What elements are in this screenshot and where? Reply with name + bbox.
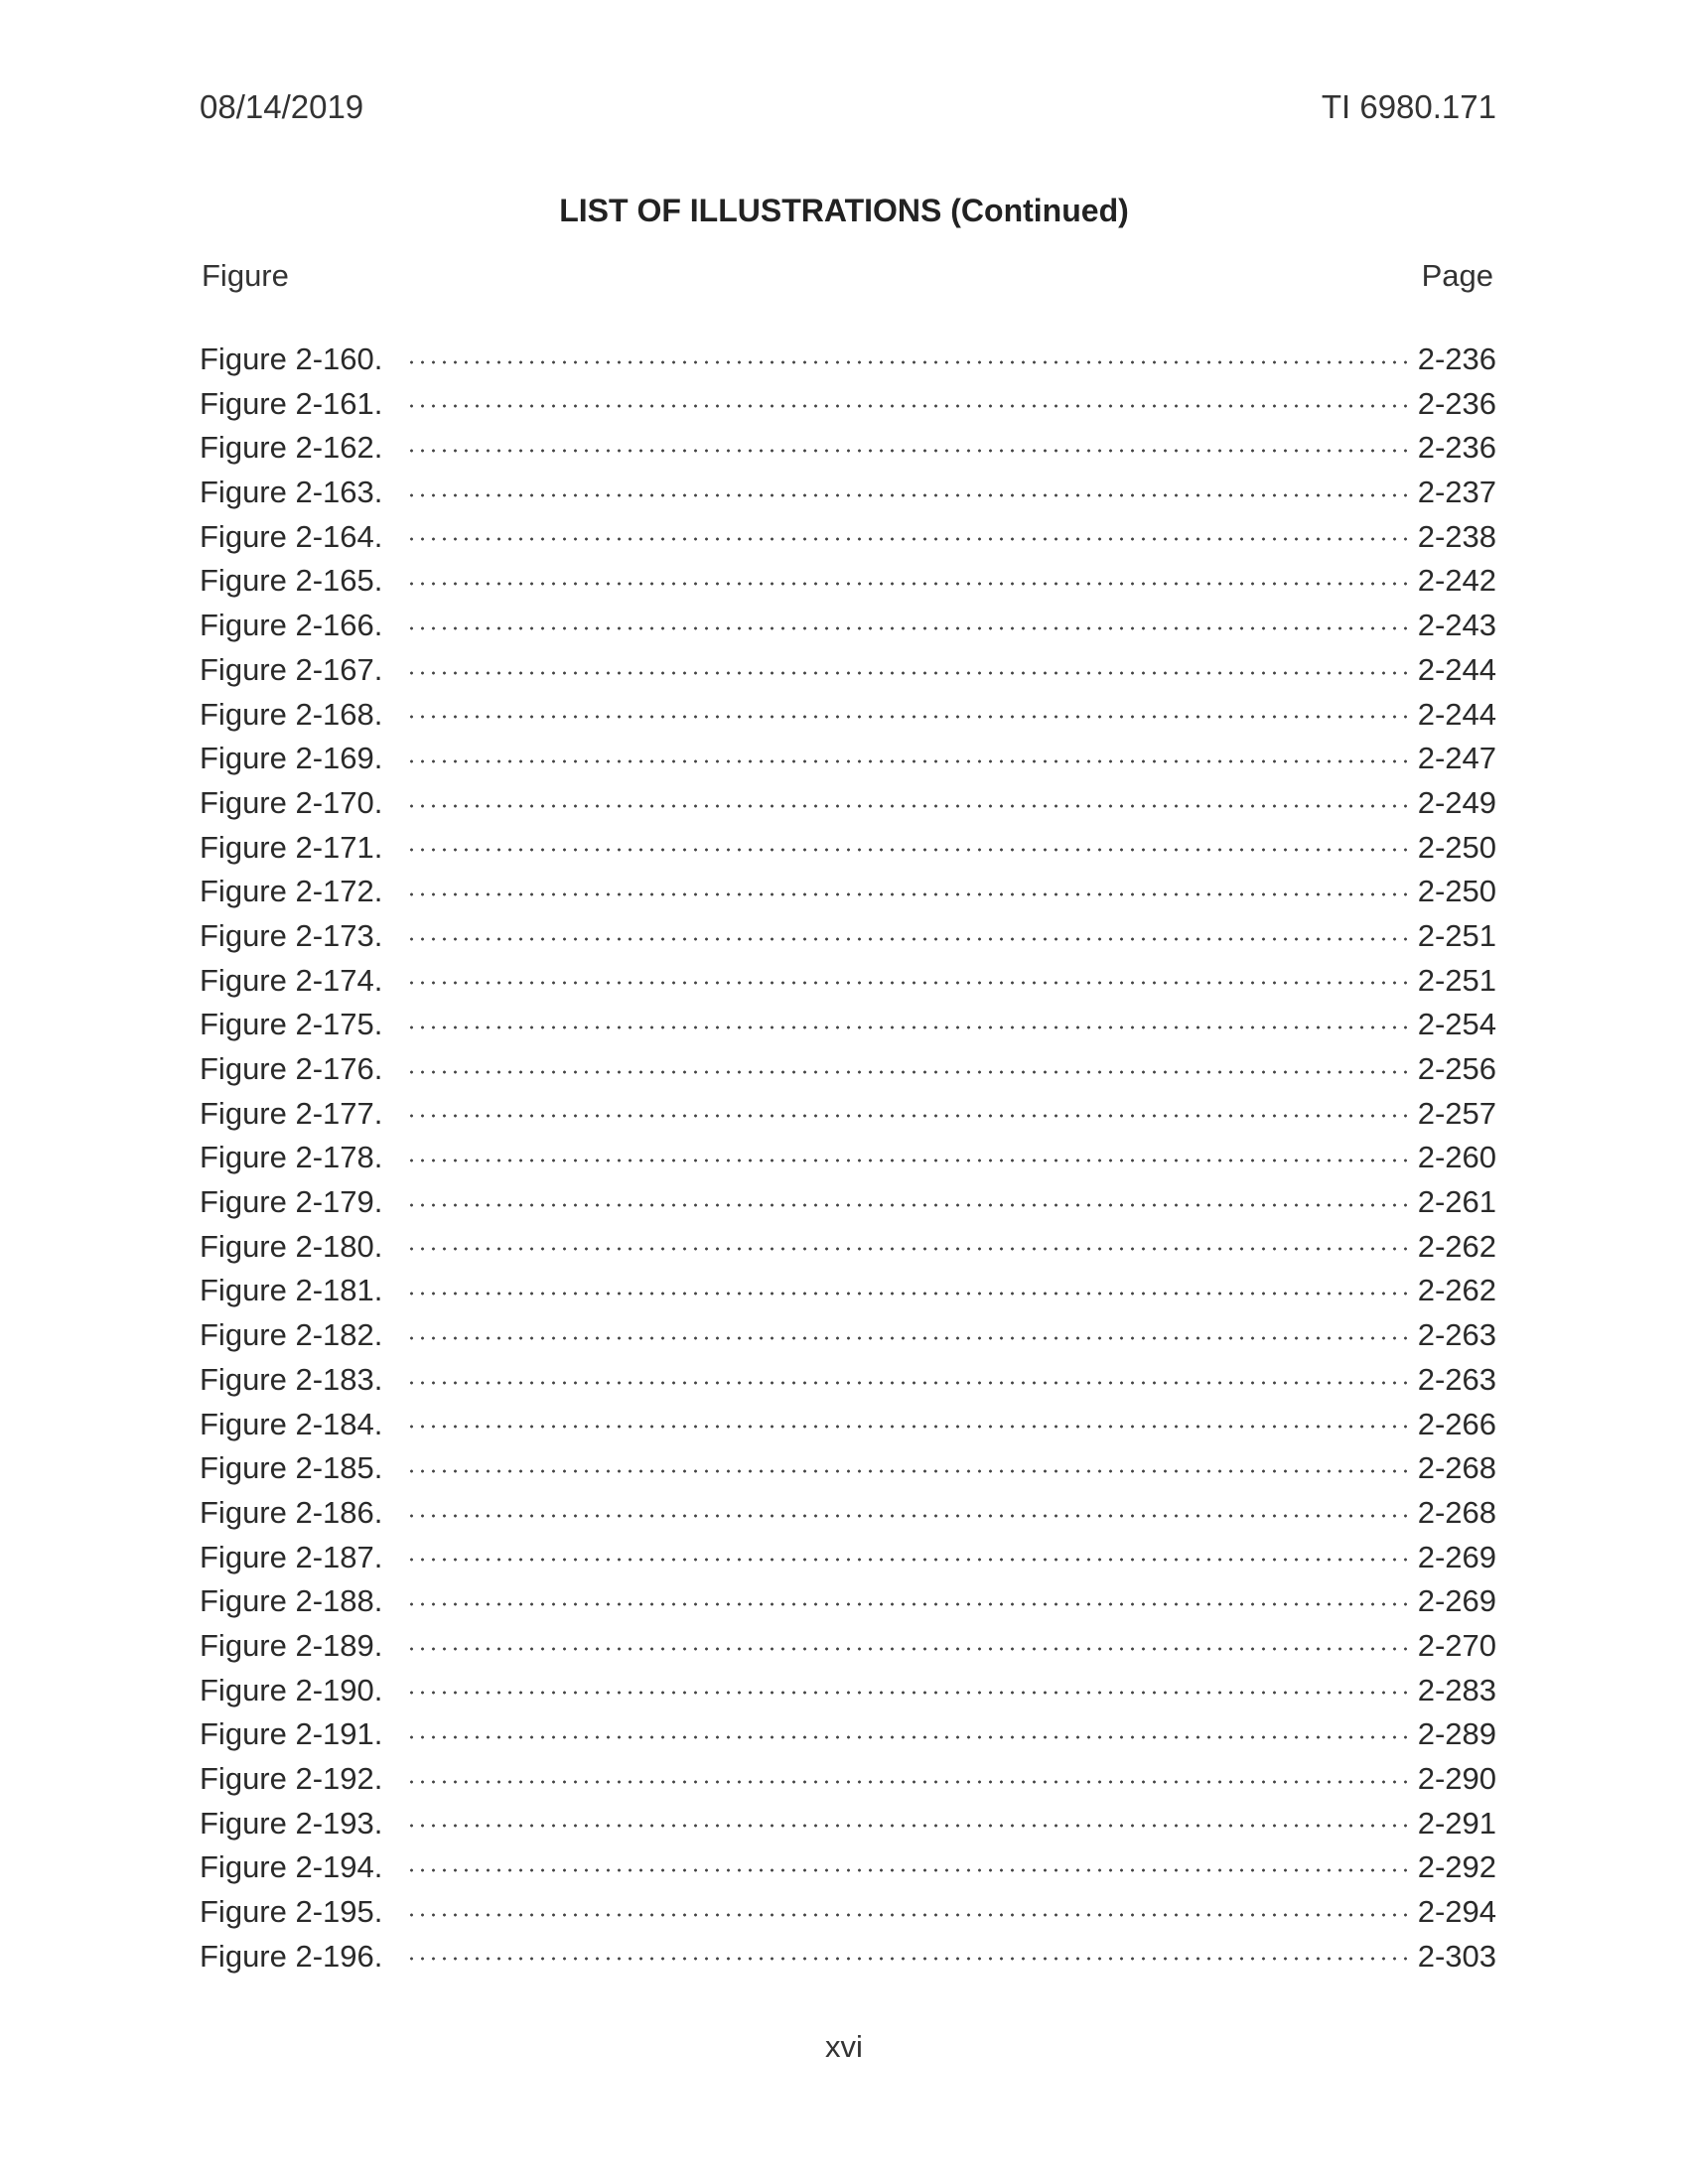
- figure-label: Figure 2-191.: [200, 1716, 383, 1752]
- page-reference: 2-262: [1417, 1273, 1496, 1308]
- dot-leader: [406, 360, 1411, 364]
- page-reference: 2-263: [1417, 1361, 1496, 1397]
- figure-label: Figure 2-165.: [200, 563, 383, 599]
- dot-leader: [406, 804, 1411, 808]
- figure-label: Figure 2-163.: [200, 475, 383, 510]
- figure-label: Figure 2-176.: [200, 1051, 383, 1086]
- page-reference: 2-251: [1417, 917, 1496, 953]
- dot-leader: [406, 1868, 1411, 1872]
- figure-label: Figure 2-170.: [200, 784, 383, 820]
- list-item[interactable]: [200, 1579, 1496, 1624]
- page-reference: 2-250: [1417, 829, 1496, 865]
- figure-label: Figure 2-180.: [200, 1228, 383, 1264]
- list-item[interactable]: [200, 826, 1496, 871]
- page-reference: 2-303: [1417, 1938, 1496, 1974]
- page-reference: 2-244: [1417, 696, 1496, 732]
- list-item[interactable]: [200, 1313, 1496, 1358]
- figure-label: Figure 2-184.: [200, 1406, 383, 1441]
- page-reference: 2-262: [1417, 1228, 1496, 1264]
- dot-leader: [406, 1292, 1411, 1296]
- page-reference: 2-261: [1417, 1184, 1496, 1220]
- page-reference: 2-243: [1417, 608, 1496, 643]
- dot-leader: [406, 404, 1411, 408]
- list-item[interactable]: [200, 693, 1496, 738]
- figure-label: Figure 2-169.: [200, 741, 383, 776]
- dot-leader: [406, 1114, 1411, 1118]
- list-item[interactable]: [200, 1403, 1496, 1447]
- list-item[interactable]: [200, 1003, 1496, 1047]
- dot-leader: [406, 1159, 1411, 1162]
- dot-leader: [406, 759, 1411, 763]
- dot-leader: [406, 892, 1411, 896]
- page-reference: 2-270: [1417, 1627, 1496, 1663]
- figure-label: Figure 2-183.: [200, 1361, 383, 1397]
- list-item[interactable]: [200, 1624, 1496, 1669]
- figure-label: Figure 2-168.: [200, 696, 383, 732]
- dot-leader: [406, 715, 1411, 719]
- dot-leader: [406, 1913, 1411, 1917]
- list-item[interactable]: [200, 1269, 1496, 1313]
- page-title: LIST OF ILLUSTRATIONS (Continued): [559, 193, 1129, 228]
- list-item[interactable]: [200, 604, 1496, 648]
- list-item[interactable]: [200, 1225, 1496, 1270]
- figure-label: Figure 2-187.: [200, 1539, 383, 1574]
- list-item[interactable]: [200, 1446, 1496, 1491]
- dot-leader: [406, 1558, 1411, 1562]
- page-reference: 2-268: [1417, 1494, 1496, 1530]
- page-reference: 2-260: [1417, 1140, 1496, 1175]
- dot-leader: [406, 493, 1411, 497]
- dot-leader: [406, 937, 1411, 941]
- dot-leader: [406, 1336, 1411, 1340]
- page-reference: 2-292: [1417, 1849, 1496, 1885]
- dot-leader: [406, 981, 1411, 985]
- page-reference: 2-249: [1417, 784, 1496, 820]
- page-reference: 2-236: [1417, 385, 1496, 421]
- page-reference: 2-257: [1417, 1095, 1496, 1131]
- figure-label: Figure 2-161.: [200, 385, 383, 421]
- dot-leader: [406, 1647, 1411, 1651]
- page-reference: 2-244: [1417, 651, 1496, 687]
- figure-label: Figure 2-166.: [200, 608, 383, 643]
- column-header-page: Page: [1421, 258, 1493, 293]
- list-item[interactable]: [200, 515, 1496, 560]
- dot-leader: [406, 1780, 1411, 1784]
- list-item[interactable]: [200, 959, 1496, 1004]
- dot-leader: [406, 1203, 1411, 1207]
- page-reference: 2-250: [1417, 874, 1496, 909]
- dot-leader: [406, 582, 1411, 586]
- dot-leader: [406, 1025, 1411, 1029]
- page-reference: 2-254: [1417, 1007, 1496, 1042]
- list-item[interactable]: [200, 1358, 1496, 1403]
- page-reference: 2-266: [1417, 1406, 1496, 1441]
- dot-leader: [406, 1469, 1411, 1473]
- list-item[interactable]: [200, 1491, 1496, 1536]
- list-item[interactable]: [200, 426, 1496, 471]
- list-item[interactable]: [200, 1757, 1496, 1802]
- list-item[interactable]: [200, 1136, 1496, 1180]
- page-reference: 2-263: [1417, 1317, 1496, 1353]
- page-reference: 2-269: [1417, 1583, 1496, 1619]
- list-item[interactable]: [200, 1802, 1496, 1846]
- page-reference: 2-268: [1417, 1450, 1496, 1486]
- list-item[interactable]: [200, 914, 1496, 959]
- list-item[interactable]: [200, 1890, 1496, 1935]
- footer-page-number: xvi: [825, 2029, 863, 2064]
- page-reference: 2-256: [1417, 1051, 1496, 1086]
- figure-label: Figure 2-162.: [200, 430, 383, 466]
- figure-label: Figure 2-188.: [200, 1583, 383, 1619]
- figure-label: Figure 2-164.: [200, 518, 383, 554]
- figure-label: Figure 2-189.: [200, 1627, 383, 1663]
- list-item[interactable]: [200, 737, 1496, 781]
- list-item[interactable]: [200, 1047, 1496, 1092]
- figure-label: Figure 2-192.: [200, 1761, 383, 1796]
- figure-label: Figure 2-171.: [200, 829, 383, 865]
- dot-leader: [406, 1070, 1411, 1074]
- page-reference: 2-289: [1417, 1716, 1496, 1752]
- page-reference: 2-283: [1417, 1672, 1496, 1707]
- column-header-figure: Figure: [202, 258, 289, 293]
- figure-label: Figure 2-193.: [200, 1805, 383, 1841]
- header-document-id: TI 6980.171: [1321, 88, 1496, 125]
- figure-label: Figure 2-179.: [200, 1184, 383, 1220]
- list-item[interactable]: [200, 559, 1496, 604]
- illustrations-list: [200, 338, 1496, 1979]
- page-reference: 2-237: [1417, 475, 1496, 510]
- figure-label: Figure 2-181.: [200, 1273, 383, 1308]
- figure-label: Figure 2-174.: [200, 962, 383, 998]
- list-item[interactable]: [200, 338, 1496, 382]
- list-item[interactable]: [200, 1536, 1496, 1580]
- dot-leader: [406, 1957, 1411, 1961]
- dot-leader: [406, 848, 1411, 852]
- list-item[interactable]: [200, 382, 1496, 427]
- dot-leader: [406, 1425, 1411, 1429]
- dot-leader: [406, 626, 1411, 630]
- page-reference: 2-242: [1417, 563, 1496, 599]
- dot-leader: [406, 1824, 1411, 1828]
- figure-label: Figure 2-160.: [200, 341, 383, 376]
- list-item[interactable]: [200, 471, 1496, 515]
- page-reference: 2-269: [1417, 1539, 1496, 1574]
- figure-label: Figure 2-173.: [200, 917, 383, 953]
- list-item[interactable]: [200, 1669, 1496, 1713]
- figure-label: Figure 2-175.: [200, 1007, 383, 1042]
- dot-leader: [406, 1514, 1411, 1518]
- figure-label: Figure 2-182.: [200, 1317, 383, 1353]
- list-item[interactable]: [200, 781, 1496, 826]
- dot-leader: [406, 671, 1411, 675]
- dot-leader: [406, 537, 1411, 541]
- dot-leader: [406, 449, 1411, 453]
- figure-label: Figure 2-167.: [200, 651, 383, 687]
- page-reference: 2-291: [1417, 1805, 1496, 1841]
- header-date: 08/14/2019: [200, 88, 364, 125]
- page-reference: 2-290: [1417, 1761, 1496, 1796]
- page-reference: 2-236: [1417, 341, 1496, 376]
- list-item[interactable]: [200, 1712, 1496, 1757]
- list-item[interactable]: [200, 1845, 1496, 1890]
- page-reference: 2-238: [1417, 518, 1496, 554]
- dot-leader: [406, 1602, 1411, 1606]
- dot-leader: [406, 1691, 1411, 1695]
- figure-label: Figure 2-172.: [200, 874, 383, 909]
- page-reference: 2-251: [1417, 962, 1496, 998]
- figure-label: Figure 2-186.: [200, 1494, 383, 1530]
- figure-label: Figure 2-185.: [200, 1450, 383, 1486]
- list-item[interactable]: [200, 1092, 1496, 1137]
- figure-label: Figure 2-195.: [200, 1894, 383, 1930]
- dot-leader: [406, 1247, 1411, 1251]
- dot-leader: [406, 1381, 1411, 1385]
- list-item[interactable]: [200, 1935, 1496, 1979]
- figure-label: Figure 2-196.: [200, 1938, 383, 1974]
- list-item[interactable]: [200, 648, 1496, 693]
- figure-label: Figure 2-190.: [200, 1672, 383, 1707]
- figure-label: Figure 2-177.: [200, 1095, 383, 1131]
- page-reference: 2-294: [1417, 1894, 1496, 1930]
- figure-label: Figure 2-194.: [200, 1849, 383, 1885]
- figure-label: Figure 2-178.: [200, 1140, 383, 1175]
- list-item[interactable]: [200, 870, 1496, 914]
- page-reference: 2-236: [1417, 430, 1496, 466]
- list-item[interactable]: [200, 1180, 1496, 1225]
- page-reference: 2-247: [1417, 741, 1496, 776]
- dot-leader: [406, 1735, 1411, 1739]
